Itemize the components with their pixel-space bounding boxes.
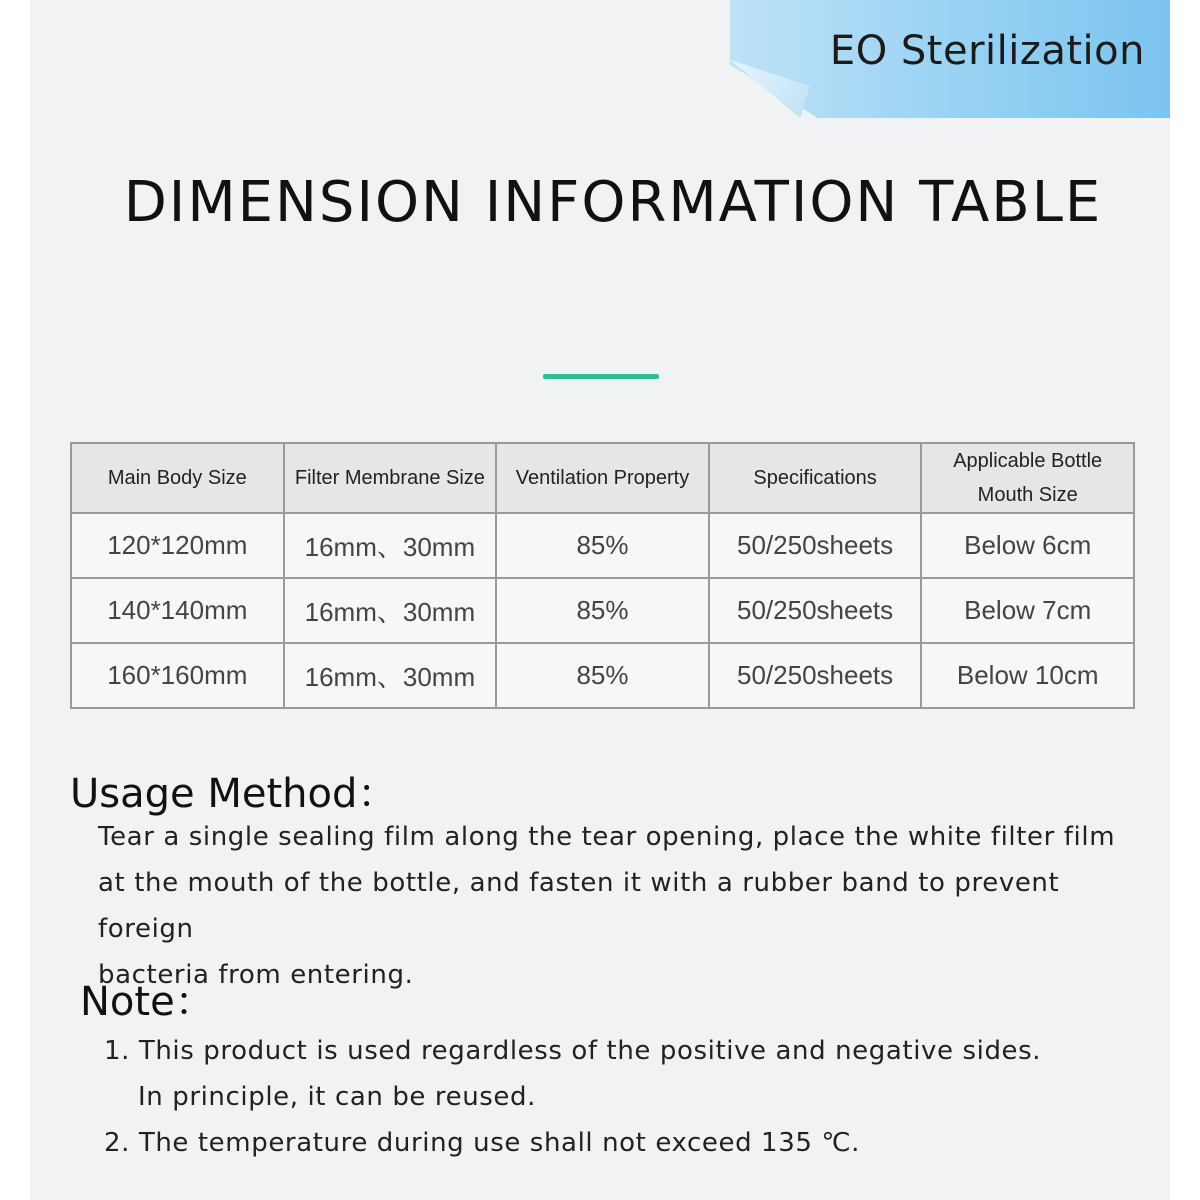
banner-label: EO Sterilization [829, 28, 1145, 74]
note-list [104, 1028, 1144, 1166]
table-cell: 50/250sheets [709, 578, 922, 643]
header-ventilation-property: Ventilation Property [496, 443, 709, 513]
note-item-continuation: In principle, it can be reused. [138, 1082, 536, 1112]
header-specifications: Specifications [709, 443, 922, 513]
header-filter-membrane-size: Filter Membrane Size [284, 443, 497, 513]
dimension-table [70, 442, 1135, 709]
table-cell: 85% [496, 513, 709, 578]
usage-method-heading: Usage Method： [70, 771, 398, 817]
table-cell: 50/250sheets [709, 643, 922, 708]
note-item-text: 1. This product is used regardless of the positive and negative sides. [104, 1036, 1042, 1066]
page-title: DIMENSION INFORMATION TABLE [123, 170, 1103, 235]
usage-method-text [98, 814, 1158, 998]
usage-line: bacteria from entering. [98, 960, 414, 990]
accent-divider [543, 374, 659, 379]
table-row [71, 578, 1134, 643]
note-heading: Note： [80, 979, 215, 1025]
usage-line: Tear a single sealing film along the tear opening, place the white filter film [98, 822, 1116, 852]
table-cell: 16mm、30mm [284, 643, 497, 708]
note-item [104, 1120, 1144, 1166]
table-cell: 85% [496, 643, 709, 708]
table-cell: 140*140mm [71, 578, 284, 643]
table-cell: 85% [496, 578, 709, 643]
table-cell: Below 10cm [921, 643, 1134, 708]
table-cell: 160*160mm [71, 643, 284, 708]
usage-line: at the mouth of the bottle, and fasten it with a rubber band to prevent foreign [98, 868, 1060, 944]
header-main-body-size: Main Body Size [71, 443, 284, 513]
table-header-row [71, 443, 1134, 513]
table-row [71, 513, 1134, 578]
table-cell: 16mm、30mm [284, 578, 497, 643]
note-item-text: 2. The temperature during use shall not exceed 135 ℃. [104, 1128, 861, 1158]
table-cell: Below 6cm [921, 513, 1134, 578]
table-cell: 50/250sheets [709, 513, 922, 578]
table-cell: 16mm、30mm [284, 513, 497, 578]
table-cell: Below 7cm [921, 578, 1134, 643]
header-bottle-mouth-size: Applicable Bottle Mouth Size [921, 443, 1134, 513]
table-row [71, 643, 1134, 708]
table-cell: 120*120mm [71, 513, 284, 578]
note-item [104, 1028, 1144, 1120]
